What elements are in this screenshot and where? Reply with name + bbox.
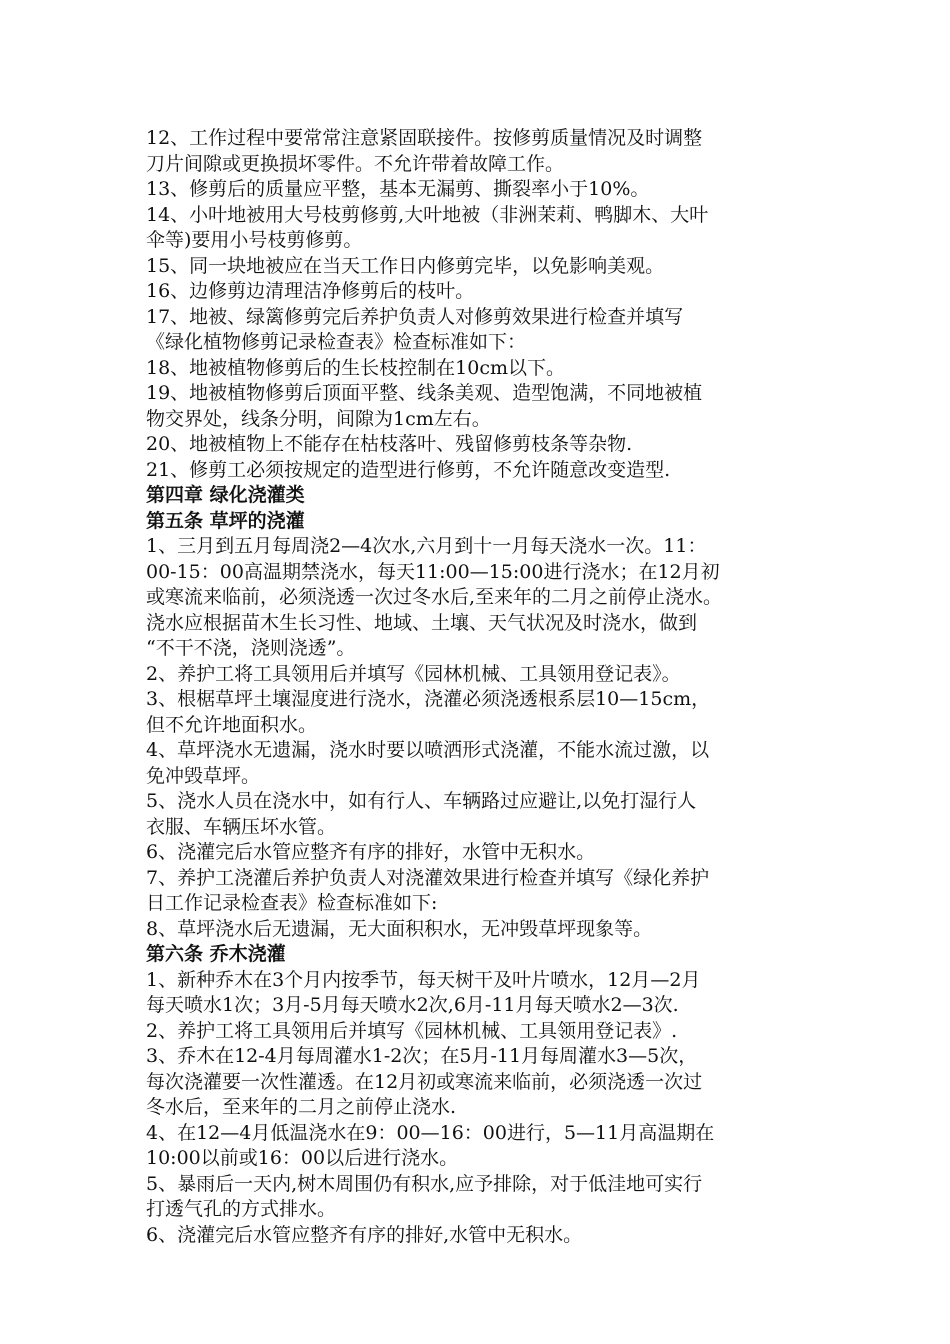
text-line: 16、边修剪边清理洁净修剪后的枝叶。 bbox=[146, 280, 475, 302]
text-line: 《绿化植物修剪记录检查表》检查标准如下： bbox=[146, 331, 527, 353]
text-line: 冬水后，至来年的二月之前停止浇水. bbox=[146, 1096, 457, 1118]
text-line: 每次浇灌要一次性灌透。在12月初或寒流来临前，必须浇透一次过 bbox=[146, 1070, 703, 1093]
text-line: 1、新种乔木在3个月内按季节，每天树干及叶片喷水，12月—2月 bbox=[146, 968, 701, 991]
text-line: 19、地被植物修剪后顶面平整、线条美观、造型饱满，不同地被植 bbox=[146, 382, 703, 404]
text-line: 浇水应根据苗木生长习性、地域、土壤、天气状况及时浇水，做到 bbox=[146, 611, 698, 634]
text-line: 免冲毁草坪。 bbox=[146, 764, 261, 787]
text-line: 20、地被植物上不能存在枯枝落叶、残留修剪枝条等杂物. bbox=[146, 433, 633, 455]
text-line: 15、同一块地被应在当天工作日内修剪完毕，以免影响美观。 bbox=[146, 254, 665, 277]
text-line: 6、浇灌完后水管应整齐有序的排好，水管中无积水。 bbox=[146, 841, 596, 863]
text-line: 10:00以前或16：00以后进行浇水。 bbox=[146, 1147, 459, 1169]
text-line: 4、草坪浇水无遗漏，浇水时要以喷洒形式浇灌，不能水流过激，以 bbox=[146, 739, 710, 761]
text-line: 1、三月到五月每周浇2—4次水,六月到十一月每天浇水一次。11： bbox=[146, 535, 707, 557]
text-line: 21、修剪工必须按规定的造型进行修剪，不允许随意改变造型. bbox=[146, 458, 671, 481]
text-line: 2、养护工将工具领用后并填写《园林机械、工具领用登记表》。 bbox=[146, 662, 681, 685]
text-line: 3、根椐草坪土壤湿度进行浇水，浇灌必须浇透根系层10—15cm， bbox=[146, 688, 711, 710]
text-line: 衣服、车辆压坏水管。 bbox=[146, 815, 337, 838]
text-line: 13、修剪后的质量应平整，基本无漏剪、撕裂率小于10%。 bbox=[146, 178, 650, 200]
text-line: 17、地被、绿篱修剪完后养护负责人对修剪效果进行检查并填写 bbox=[146, 305, 684, 328]
text-line: 4、在12—4月低温浇水在9：00—16：00进行，5—11月高温期在 bbox=[146, 1121, 715, 1144]
text-line: 伞等)要用小号枝剪修剪。 bbox=[146, 229, 363, 251]
text-line: 12、工作过程中要常常注意紧固联接件。按修剪质量情况及时调整 bbox=[146, 127, 703, 149]
text-line: 或寒流来临前，必须浇透一次过冬水后,至来年的二月之前停止浇水。 bbox=[146, 586, 723, 608]
text-line: 5、浇水人员在浇水中，如有行人、车辆路过应避让,以免打湿行人 bbox=[146, 790, 697, 812]
text-line: 18、地被植物修剪后的生长枝控制在10cm以下。 bbox=[146, 356, 566, 379]
section-heading: 第四章 绿化浇灌类 bbox=[146, 484, 305, 506]
text-line: 00-15：00高温期禁浇水，每天11:00—15:00进行浇水；在12月初 bbox=[146, 560, 720, 583]
text-line: 5、暴雨后一天内,树木周围仍有积水,应予排除，对于低洼地可实行 bbox=[146, 1172, 703, 1195]
text-line: 6、浇灌完后水管应整齐有序的排好,水管中无积水。 bbox=[146, 1223, 583, 1246]
text-line: 7、养护工浇灌后养护负责人对浇灌效果进行检查并填写《绿化养护 bbox=[146, 866, 710, 889]
text-line: 8、草坪浇水后无遗漏，无大面积积水，无冲毁草坪现象等。 bbox=[146, 917, 653, 940]
text-line: 2、养护工将工具领用后并填写《园林机械、工具领用登记表》. bbox=[146, 1019, 678, 1042]
text-line: 刀片间隙或更换损坏零件。不允许带着故障工作。 bbox=[146, 152, 565, 175]
text-line: 日工作记录检查表》检查标准如下: bbox=[146, 892, 438, 914]
document-body bbox=[146, 126, 826, 1248]
text-line: 物交界处，线条分明，间隙为1cm左右。 bbox=[146, 407, 491, 430]
text-line: 每天喷水1次；3月-5月每天喷水2次,6月-11月每天喷水2—3次. bbox=[146, 994, 679, 1016]
text-line: 14、小叶地被用大号枝剪修剪,大叶地被（非洲茉莉、鸭脚木、大叶 bbox=[146, 203, 709, 226]
text-line: “不干不浇，浇则浇透”。 bbox=[146, 637, 356, 659]
text-line: 打透气孔的方式排水。 bbox=[146, 1198, 337, 1220]
text-line: 3、乔木在12-4月每周灌水1-2次；在5月-11月每周灌水3—5次， bbox=[146, 1045, 698, 1067]
section-heading: 第六条 乔木浇灌 bbox=[146, 943, 286, 965]
section-heading: 第五条 草坪的浇灌 bbox=[146, 509, 305, 532]
text-line: 但不允许地面积水。 bbox=[146, 713, 318, 736]
